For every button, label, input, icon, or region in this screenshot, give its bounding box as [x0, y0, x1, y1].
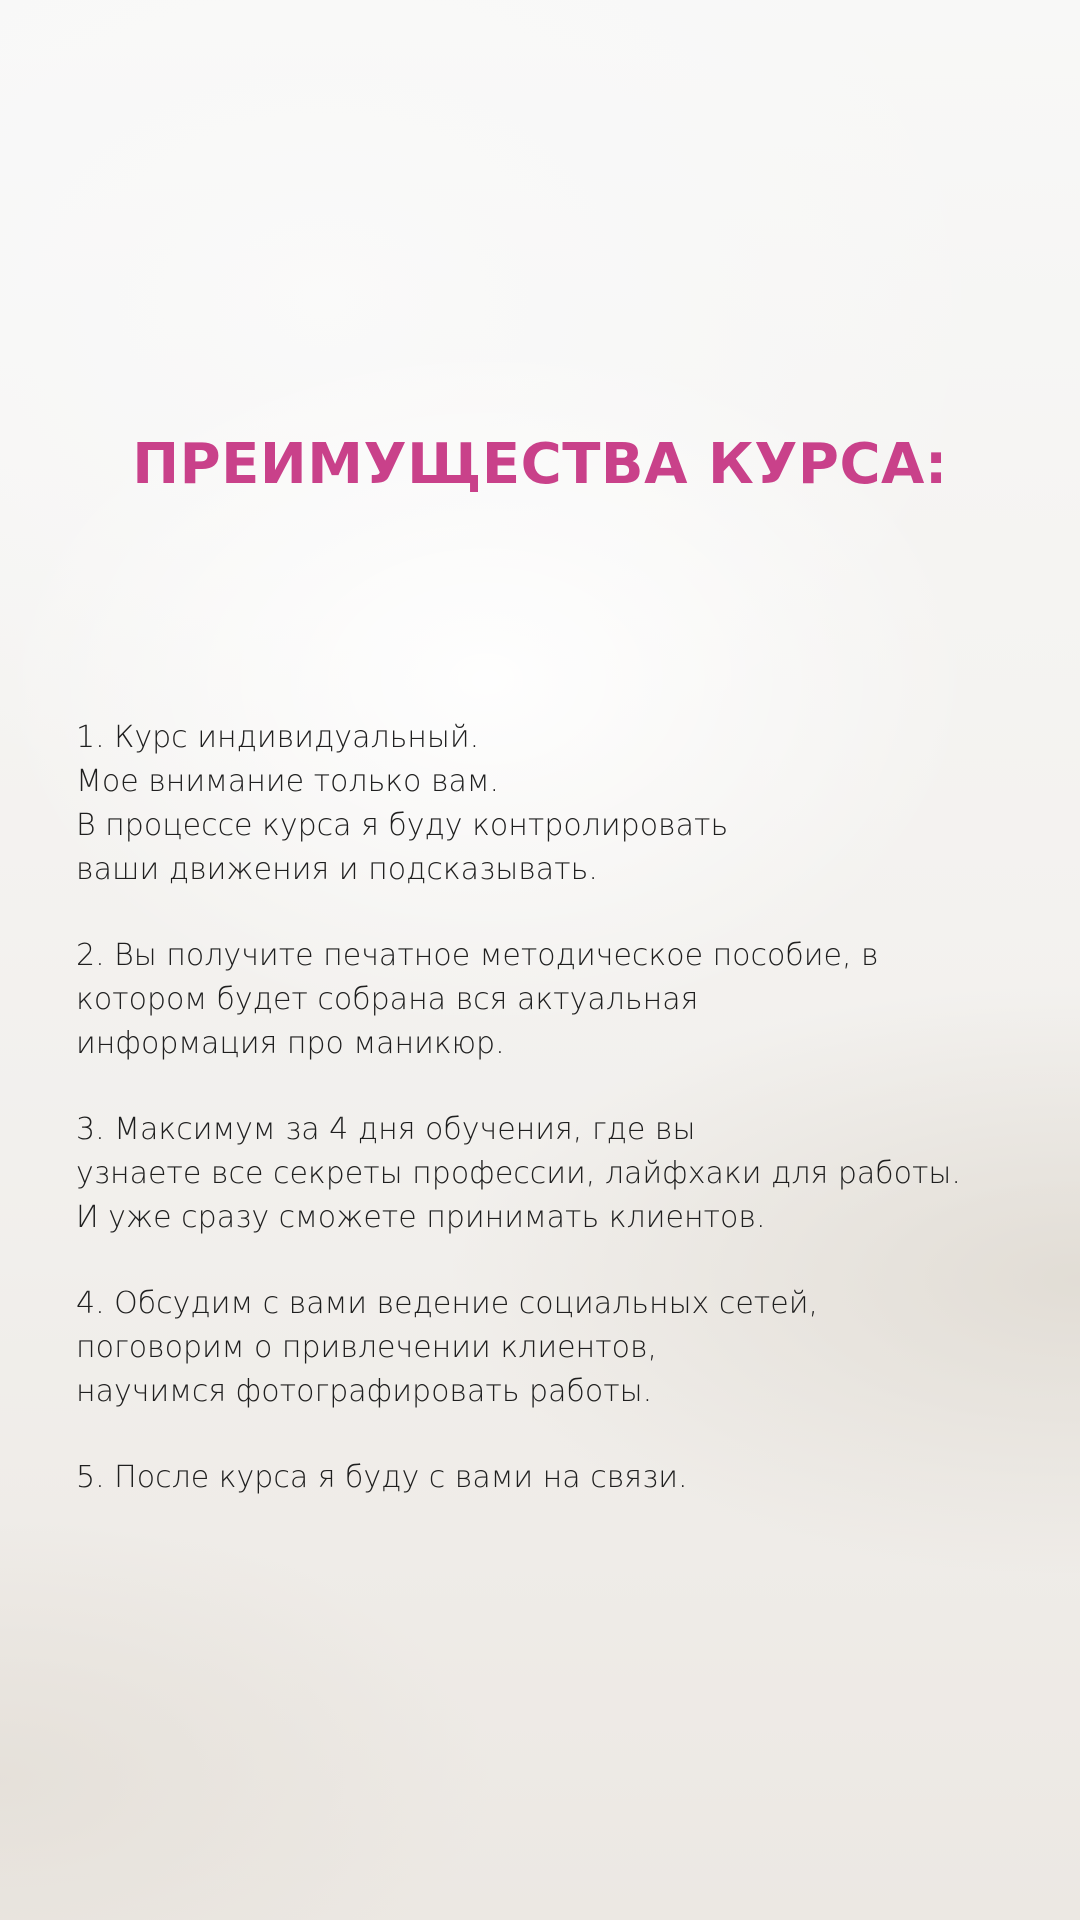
benefit-item-4 [76, 1282, 1036, 1414]
benefit-1-line-4: ваши движения и подсказывать. [76, 852, 598, 887]
page-title: ПРЕИМУЩЕСТВА КУРСА: [132, 432, 948, 497]
benefit-item-3 [76, 1108, 1036, 1240]
benefit-1-line-3: В процессе курса я буду контролировать [76, 808, 729, 843]
benefit-item-2 [76, 934, 1036, 1066]
benefit-3-line-2: узнаете все секреты профессии, лайфхаки для работы. [76, 1156, 961, 1191]
benefit-3-line-1: 3. Максимум за 4 дня обучения, где вы [76, 1112, 696, 1147]
benefit-2-line-3: информация про маникюр. [76, 1026, 505, 1061]
benefit-2-line-1: 2. Вы получите печатное методическое пособие, в [76, 938, 879, 973]
benefit-2-line-2: котором будет собрана вся актуальная [76, 982, 699, 1017]
benefit-4-line-1: 4. Обсудим с вами ведение социальных сетей, [76, 1286, 819, 1321]
benefit-3-line-3: И уже сразу сможете принимать клиентов. [76, 1200, 766, 1235]
benefits-list [76, 716, 1036, 1542]
benefit-item-5 [76, 1456, 1036, 1500]
benefit-1-line-1: 1. Курс индивидуальный. [76, 720, 480, 755]
benefit-item-1 [76, 716, 1036, 892]
benefit-4-line-3: научимся фотографировать работы. [76, 1374, 653, 1409]
benefit-4-line-2: поговорим о привлечении клиентов, [76, 1330, 658, 1365]
benefit-5-line-1: 5. После курса я буду с вами на связи. [76, 1460, 688, 1495]
benefit-1-line-2: Мое внимание только вам. [76, 764, 500, 799]
